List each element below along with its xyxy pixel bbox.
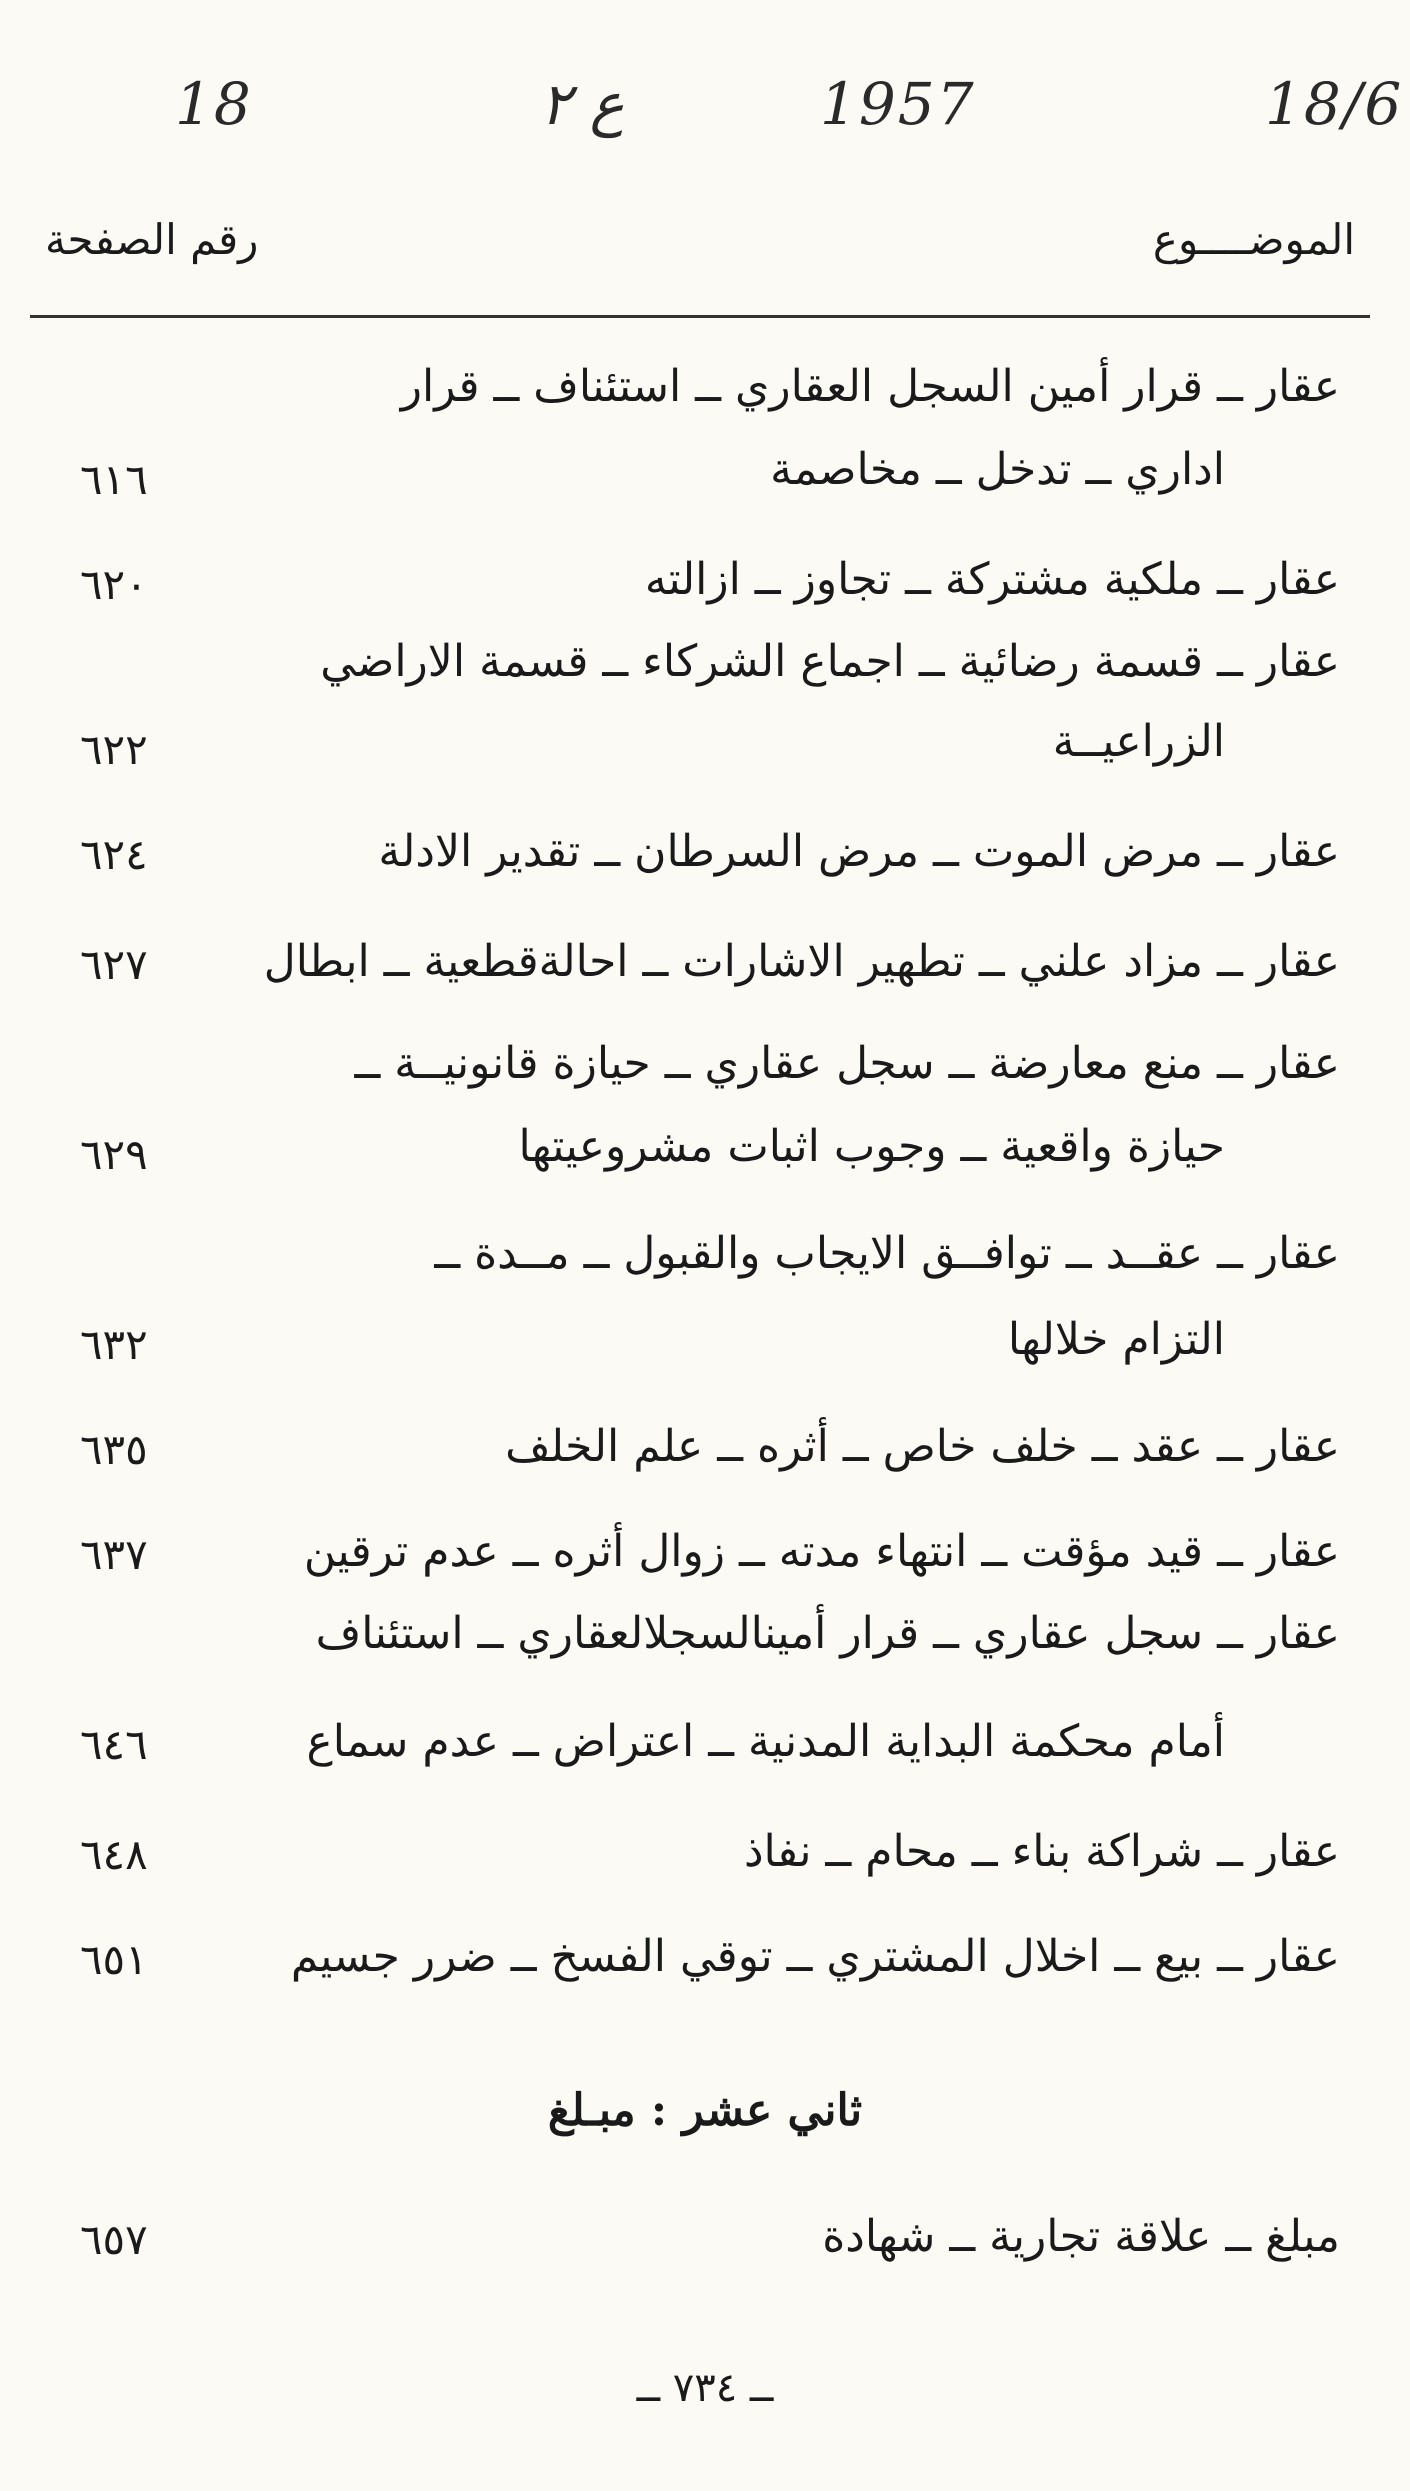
page-number: ٦٥١ [80,1935,148,1984]
entry-line: التزام خلالها [1007,1314,1225,1365]
entry-line: عقار ــ بيع ــ اخلال المشتري ــ توقي الفسخ ــ ضرر جسيم [290,1931,1340,1982]
page-footer-number: ــ ٧٣٤ ــ [636,2365,774,2411]
entry-line: الزراعيــة [1052,716,1225,767]
entry-line: عقار ــ عقــد ــ توافــق الايجاب والقبول ــ مــدة ــ [434,1228,1340,1279]
header-divider [30,315,1370,318]
entry-line: عقار ــ سجل عقاري ــ قرار أمينالسجلالعقاري ــ استئناف [315,1608,1340,1659]
page-number: ٦٢٤ [80,830,148,879]
annotation-a: 18/6 [1265,70,1404,138]
entry-line: عقار ــ مزاد علني ــ تطهير الاشارات ــ احالةقطعية ــ ابطال [263,936,1340,987]
page-number: ٦٣٢ [80,1320,148,1369]
page-number: ٦٢٧ [80,940,148,989]
entry-line: عقار ــ قيد مؤقت ــ انتهاء مدته ــ زوال أثره ــ عدم ترقين [303,1526,1340,1577]
entry-line: عقار ــ شراكة بناء ــ محام ــ نفاذ [743,1826,1340,1877]
entry-line: عقار ــ قسمة رضائية ــ اجماع الشركاء ــ قسمة الاراضي [320,636,1340,687]
entry-line: عقار ــ ملكية مشتركة ــ تجاوز ــ ازالته [644,554,1340,605]
entry-line: عقار ــ قرار أمين السجل العقاري ــ استئناف ــ قرار [400,361,1340,412]
page-number: ٦٤٨ [80,1830,148,1879]
page-column-label: رقم الصفحة [45,215,259,264]
page-number: ٦٣٧ [80,1530,148,1579]
column-header [45,215,1355,295]
annotation-d: 18 [175,70,253,138]
section-heading: ثاني عشر : مبـلغ [547,2085,863,2136]
subject-column-label: الموضــــوع [1152,215,1355,264]
page-number: ٦٤٦ [80,1720,148,1769]
page-number: ٦١٦ [80,455,148,504]
page-number: ٦٥٧ [80,2215,148,2264]
annotation-c: ع ٢ [540,70,625,138]
page-number: ٦٢٩ [80,1130,148,1179]
entry-line: أمام محكمة البداية المدنية ــ اعتراض ــ عدم سماع [306,1716,1225,1767]
entry-line: عقار ــ منع معارضة ــ سجل عقاري ــ حيازة قانونيــة ــ [354,1038,1340,1089]
entry-line: عقار ــ مرض الموت ــ مرض السرطان ــ تقدير الادلة [378,826,1340,877]
entry-line: عقار ــ عقد ــ خلف خاص ــ أثره ــ علم الخلف [505,1421,1340,1472]
page-number: ٦٣٥ [80,1425,148,1474]
entry-line: اداري ــ تدخل ــ مخاصمة [770,444,1225,495]
page-number: ٦٢٠ [80,560,148,609]
entry-line: مبلغ ــ علاقة تجارية ــ شهادة [822,2211,1340,2262]
entry-line: حيازة واقعية ــ وجوب اثبات مشروعيتها [518,1121,1225,1172]
annotation-b: 1957 [820,70,976,138]
page-number: ٦٢٢ [80,725,148,774]
